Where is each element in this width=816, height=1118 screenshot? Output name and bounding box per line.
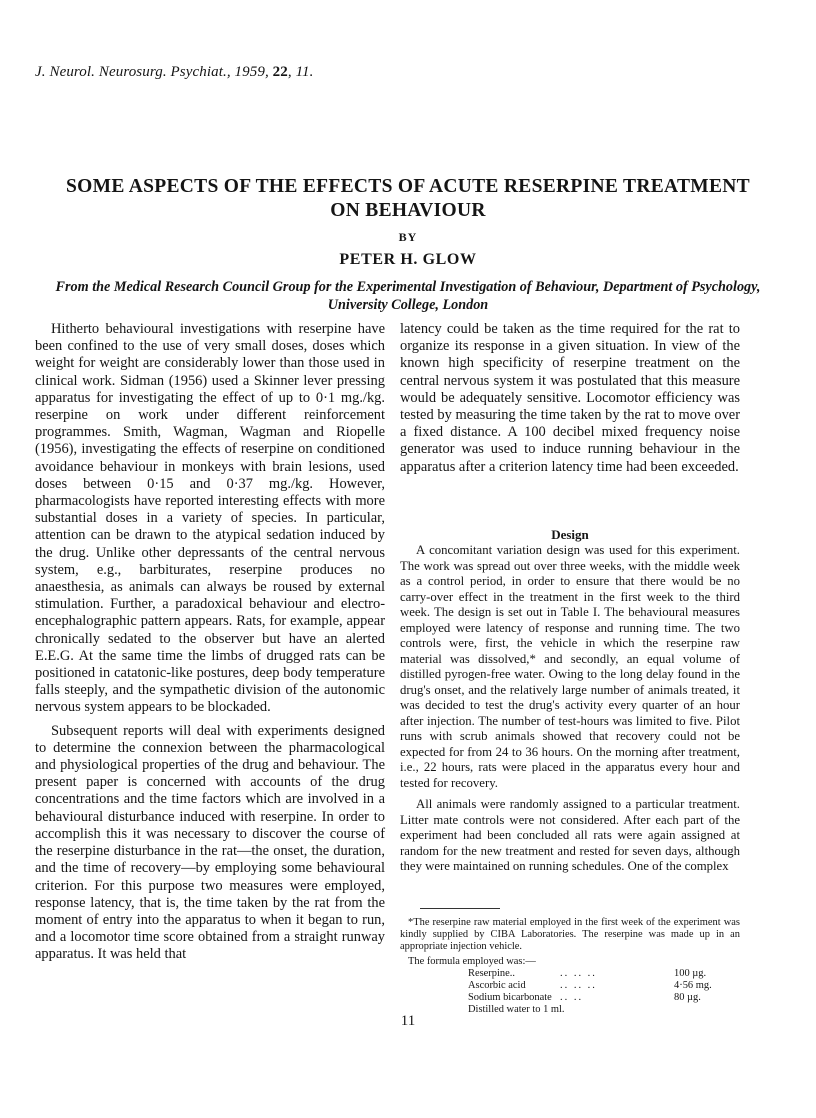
- formula-ingredient: Sodium bicarbonate: [468, 992, 552, 1003]
- journal-year: 1959: [234, 64, 265, 80]
- journal-name: J. Neurol. Neurosurg. Psychiat.: [35, 64, 227, 80]
- formula-amount: 100 µg.: [674, 968, 707, 979]
- left-column: [35, 321, 385, 964]
- footnote: [400, 917, 740, 953]
- continued-paragraph: latency could be taken as the time required for the rat to organize its response in a given situation. In view of the known high specificity of reserpine treatment on the central nervous system it was postulated that this measure would be adequately sensitive. Locomotor efficiency was tested by measuring the time taken by the rat to move over a fixed distance. A 100 decibel mixed frequency noise generator was used to induce running behaviour in the apparatus after a criterion latency time had been exceeded.: [400, 321, 740, 475]
- page-number: 11: [400, 1013, 416, 1029]
- formula-leader: .. ..: [560, 992, 584, 1003]
- design-section: [400, 543, 740, 875]
- journal-citation: J. Neurol. Neurosurg. Psychiat., 1959, 22, 11.: [35, 64, 314, 80]
- article-title: SOME ASPECTS OF THE EFFECTS OF ACUTE RESERPINE TREATMENT ON BEHAVIOUR: [66, 176, 750, 221]
- design-paragraph-2: All animals were randomly assigned to a particular treatment. Litter mate controls were not considered. After each part of the experiment had been concluded all rats were again assigned at random for the new treatment and rested for seven days, although they were maintained on running schedules. One of the complex: [400, 797, 740, 873]
- formula-row: [400, 968, 740, 980]
- formula-ingredient: Reserpine..: [468, 968, 515, 979]
- author-name: PETER H. GLOW: [339, 251, 477, 268]
- journal-page: 11.: [295, 64, 314, 80]
- formula-row: [400, 992, 740, 1004]
- footnote-text: *The reserpine raw material employed in the first week of the experiment was kindly supplied by CIBA Laboratories. The reserpine was made up in an appropriate injection vehicle.: [400, 917, 740, 952]
- formula-ingredient: Ascorbic acid: [468, 980, 526, 991]
- journal-volume: 22: [272, 64, 288, 80]
- formula-leader: .. .. ..: [560, 968, 597, 979]
- formula-intro: The formula employed was:—: [408, 956, 536, 967]
- intro-paragraph-1: Hitherto behavioural investigations with reserpine have been confined to the use of very small doses, doses which weight for weight are considerably lower than those used in clinical work. Sidman (1956) used a Skinner lever pressing apparatus for investigating the effect of up to 0·1 mg./kg. reserpine on work under different reinforcement programmes. Smith, Wagman, Wagman and Riopelle (1956), investigating the effects of reserpine on conditioned avoidance behaviour in monkeys with brain lesions, used doses between 0·15 and 0·37 mg./kg. However, pharmacologists have reported interesting effects with more substantial doses in a variety of species. In particular, attention can be drawn to the atypical sedation induced by the drug. Unlike other depressants of the central nervous system, e.g., barbiturates, reserpine produces no anaesthesia, as animals can always be roused by external stimulation. Further, a paradoxical behaviour and electro-encephalographic pattern appears. Rats, for example, appear chronically sedated to the observer but have an alerted E.E.G. At the same time the limbs of drugged rats can be positioned in catatonic-like postures, deep body temperature falls steeply, and the sympathetic division of the autonomic nervous system appears to be blockaded.: [35, 321, 385, 716]
- formula-block: [400, 956, 740, 1016]
- design-paragraph-1: A concomitant variation design was used for this experiment. The work was spread out over three weeks, with the middle week as a control period, in order to ensure that there would be no carry-over effect in the treatment in the first week to the third week. The design is set out in Table I. The behavioural measures employed were latency of response and running time. The two controls were, first, the vehicle in which the reserpine raw material was dissolved,* and secondly, an equal volume of distilled pyrogen-free water. Owing to the long delay found in the drug's onset, and the relatively large number of animals treated, it was decided to test the drug's activity every quarter of an hour after injection. The number of test-hours was limited to five. Pilot runs with scrub animals showed that recovery could not be expected for from 24 to 36 hours. On the morning after treatment, i.e., 22 hours, rats were placed in the apparatus every hour and tested for recovery.: [400, 543, 740, 790]
- formula-leader: .. .. ..: [560, 980, 597, 991]
- affiliation: From the Medical Research Council Group for the Experimental Investigation of Behaviour, Department of Psychology, University College, London: [55, 279, 761, 313]
- by-line: BY: [398, 230, 418, 244]
- footnote-rule: [420, 908, 500, 909]
- intro-paragraph-2: Subsequent reports will deal with experiments designed to determine the connexion between the pharmacological and physiological properties of the drug and behaviour. The present paper is concerned with accounts of the drug concentrations and the time factors which are involved in a behavioural disturbance induced with reserpine. In order to accomplish this it was necessary to discover the course of the reserpine disturbance in the rat—the onset, the duration, and the time of recovery—by employing some behavioural criterion. For this purpose two measures were employed, response latency, that is, the time taken by the rat from the moment of entry into the apparatus to when it began to run, and a locomotor time score obtained from a straight runway apparatus. It was held that: [35, 722, 385, 963]
- section-heading-design: Design: [551, 527, 589, 542]
- formula-row: [400, 980, 740, 992]
- formula-amount: 80 µg.: [674, 992, 701, 1003]
- right-column-top: [400, 321, 740, 476]
- formula-ingredient: Distilled water to 1 ml.: [468, 1004, 565, 1015]
- formula-amount: 4·56 mg.: [674, 980, 712, 991]
